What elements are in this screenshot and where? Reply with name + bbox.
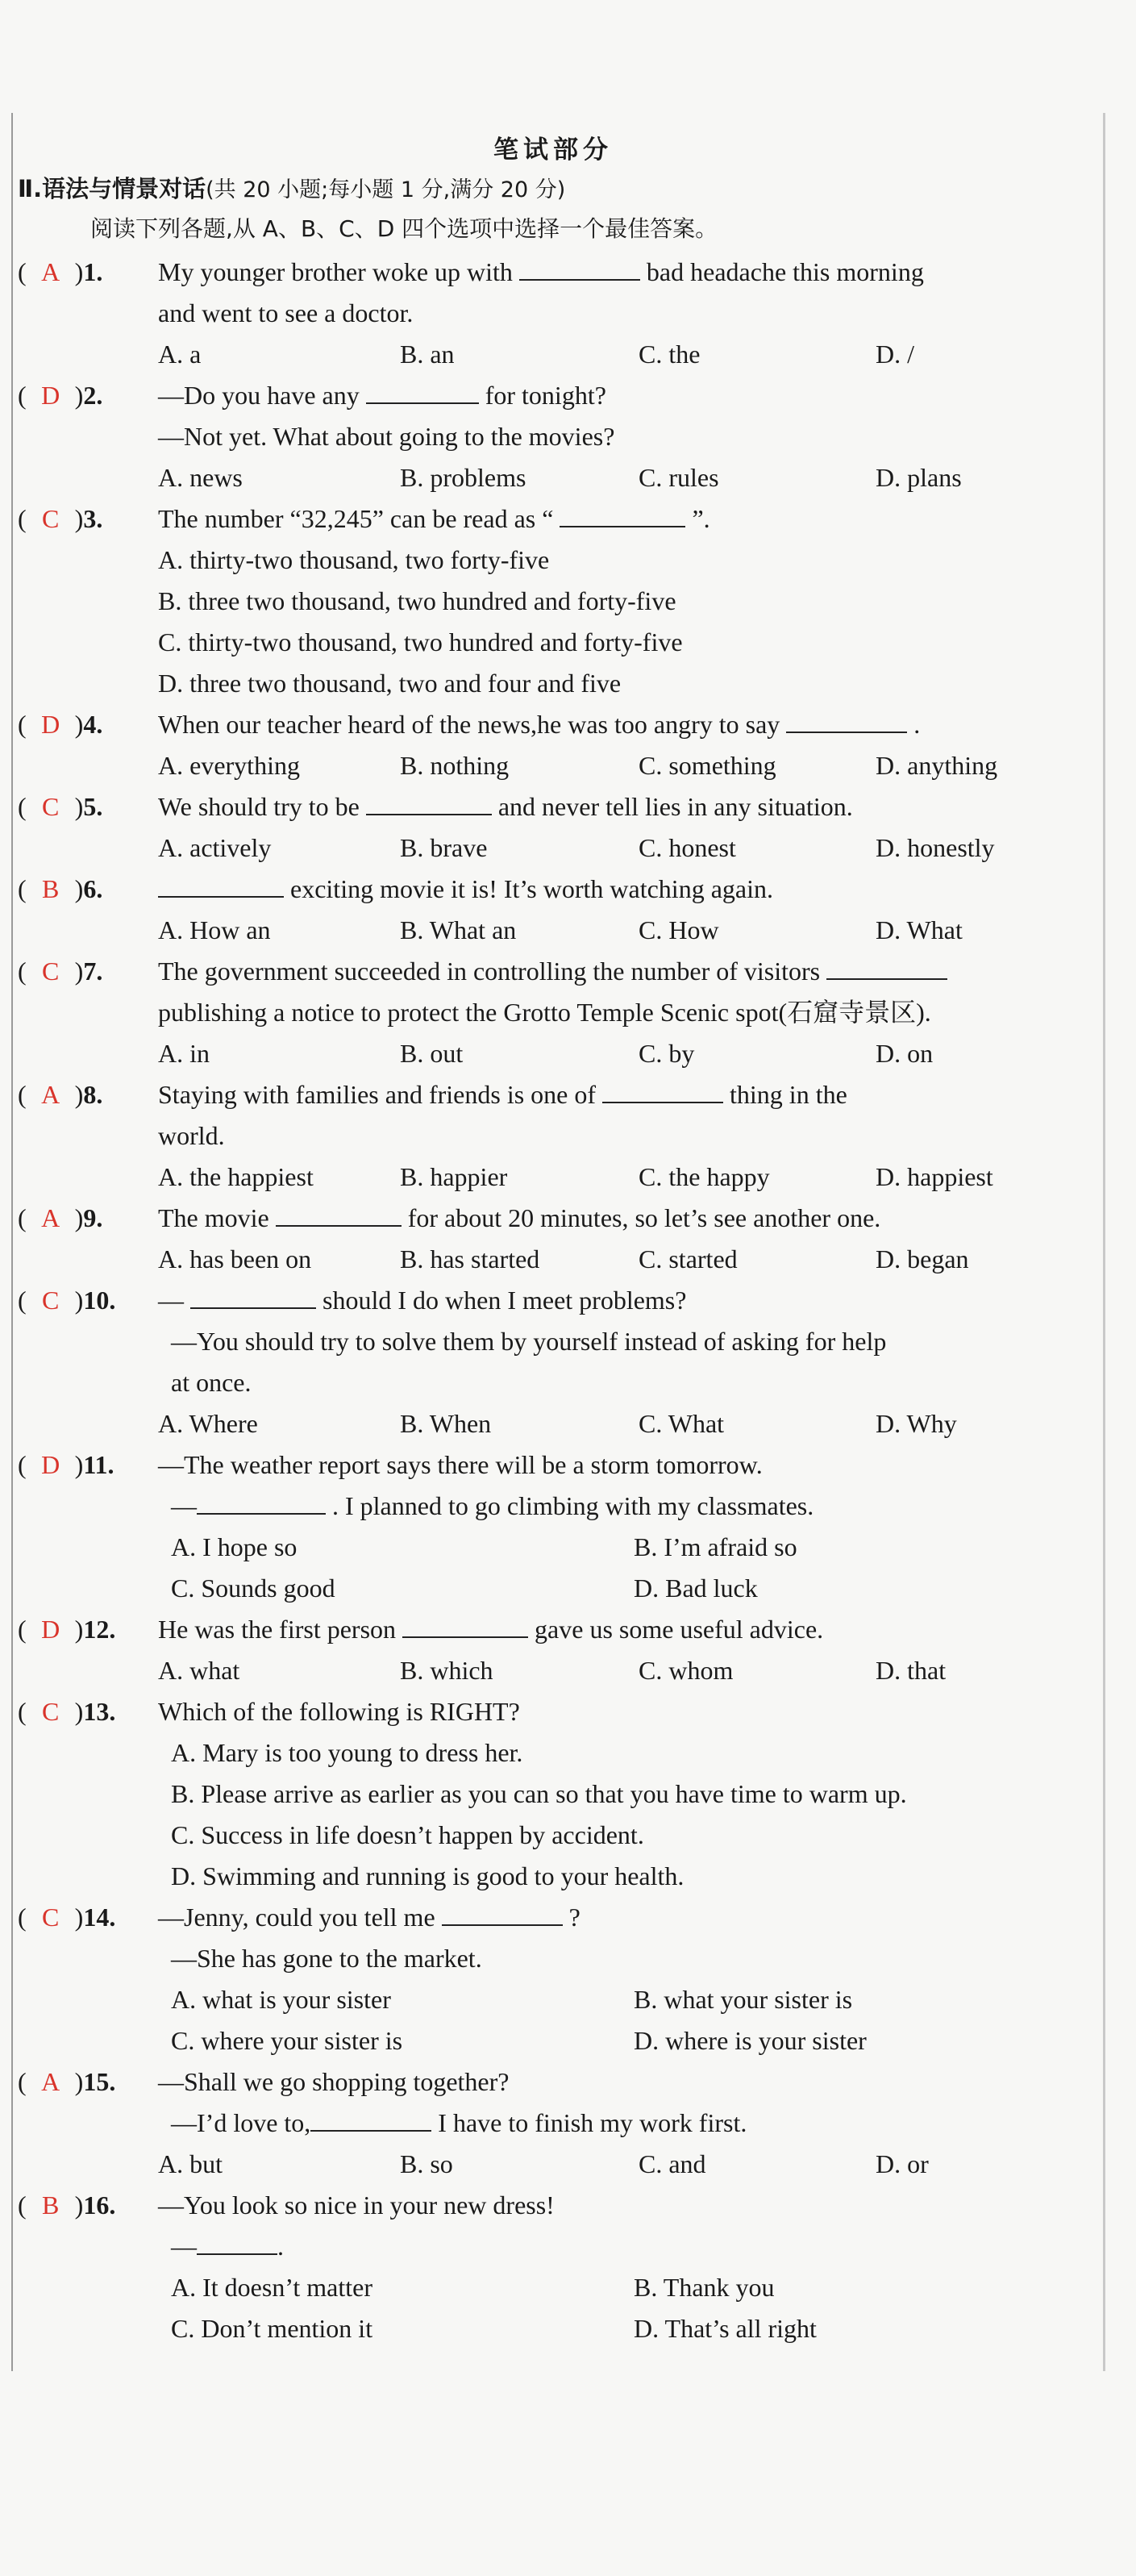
answer-blank[interactable]: [366, 375, 479, 404]
answer-bracket: [13, 704, 158, 745]
option[interactable]: B. What an: [400, 915, 517, 944]
option[interactable]: B. has started: [400, 1244, 540, 1273]
stem-segment: thing in the: [723, 1080, 847, 1109]
option-line[interactable]: C. thirty-two thousand, two hundred and forty-five: [158, 627, 683, 657]
right-paren: ): [74, 1203, 84, 1232]
option[interactable]: A. It doesn’t matter: [171, 2273, 373, 2302]
option[interactable]: B. happier: [400, 1162, 508, 1191]
option[interactable]: C. something: [639, 751, 776, 780]
stem-segment: for about 20 minutes, so let’s see another one.: [401, 1203, 881, 1232]
option-line[interactable]: B. Please arrive as earlier as you can so that you have time to warm up.: [171, 1779, 907, 1808]
section-instruction: 阅读下列各题,从 A、B、C、D 四个选项中选择一个最佳答案。: [90, 215, 718, 242]
option-line[interactable]: A. thirty-two thousand, two forty-five: [158, 545, 550, 574]
option[interactable]: A. everything: [158, 751, 300, 780]
question-stem: [13, 869, 1093, 910]
option[interactable]: A. has been on: [158, 1244, 312, 1273]
response-suffix: I have to finish my work first.: [431, 2108, 747, 2137]
stem-segment: —Shall we go shopping together?: [158, 2067, 510, 2096]
answer-blank[interactable]: [310, 2103, 431, 2132]
question-number: 1.: [83, 257, 103, 286]
stem-segment: ”.: [685, 504, 710, 533]
right-paren: ): [74, 2190, 84, 2220]
stem-segment: .: [907, 710, 921, 739]
left-paren: (: [18, 504, 27, 533]
stem-text: [158, 252, 1093, 293]
option[interactable]: C. How: [639, 915, 719, 944]
stem-segment: He was the first person: [158, 1615, 403, 1644]
answer-letter: D: [41, 381, 60, 410]
left-paren: (: [18, 1615, 27, 1644]
response-suffix: .: [277, 2232, 284, 2261]
answer-bracket: [13, 1444, 158, 1486]
stem-text: [158, 2061, 1093, 2103]
option[interactable]: C. What: [639, 1409, 725, 1438]
answer-blank[interactable]: [519, 252, 640, 281]
option[interactable]: D. That’s all right: [634, 2314, 817, 2343]
answer-blank[interactable]: [197, 1486, 326, 1515]
answer-bracket: [13, 498, 158, 540]
option[interactable]: A. but: [158, 2149, 223, 2178]
option[interactable]: D. happiest: [876, 1162, 993, 1191]
stem-text: [158, 1074, 1093, 1115]
right-paren: ): [74, 1615, 84, 1644]
option[interactable]: C. where your sister is: [171, 2026, 403, 2055]
answer-blank[interactable]: [560, 498, 685, 527]
stem-text: [158, 1691, 1093, 1732]
left-paren: (: [18, 381, 27, 410]
right-paren: ): [74, 2067, 84, 2096]
stem-text: [158, 498, 1093, 540]
answer-letter: A: [41, 1080, 60, 1109]
option[interactable]: D. Why: [876, 1409, 957, 1438]
question-stem: [13, 951, 1093, 992]
answer-letter: C: [41, 957, 60, 986]
answer-letter: D: [41, 1450, 60, 1479]
options-row: [13, 1650, 1093, 1691]
options-row: [13, 457, 1093, 498]
stem-segment: ?: [562, 1903, 580, 1932]
question-3: [13, 498, 1093, 704]
answer-letter: C: [41, 504, 60, 533]
question-stem: [13, 704, 1093, 745]
option[interactable]: A. actively: [158, 833, 272, 862]
options-row: [13, 1979, 1093, 2020]
answer-bracket: [13, 375, 158, 416]
options-row: [13, 910, 1093, 951]
left-paren: (: [18, 2190, 27, 2220]
right-paren: ): [74, 257, 84, 286]
stem-continuation: world.: [158, 1121, 225, 1150]
left-paren: (: [18, 1080, 27, 1109]
question-stem: [13, 1198, 1093, 1239]
stem-text: [158, 2185, 1093, 2226]
dialogue-response: [13, 2226, 1093, 2267]
answer-bracket: [13, 1897, 158, 1938]
stem-segment: —The weather report says there will be a storm tomorrow.: [158, 1450, 763, 1479]
stem-segment: for tonight?: [478, 381, 606, 410]
question-stem: [13, 498, 1093, 540]
dialogue-response: [13, 2103, 1093, 2144]
answer-bracket: [13, 1691, 158, 1732]
stem-segment: Which of the following is RIGHT?: [158, 1697, 520, 1726]
options-row: [13, 334, 1093, 375]
option[interactable]: D. began: [876, 1244, 969, 1273]
stem-segment: When our teacher heard of the news,he was too angry to say: [158, 710, 787, 739]
left-paren: (: [18, 1286, 27, 1315]
option[interactable]: C. started: [639, 1244, 738, 1273]
stem-text: [158, 1444, 1093, 1486]
stem-continuation: and went to see a doctor.: [158, 298, 414, 327]
answer-bracket: [13, 1280, 158, 1321]
option[interactable]: D. that: [876, 1656, 947, 1685]
answer-blank[interactable]: [402, 1609, 528, 1638]
option[interactable]: D. or: [876, 2149, 929, 2178]
question-6: [13, 869, 1093, 951]
question-stem: [13, 2061, 1093, 2103]
option[interactable]: C. Sounds good: [171, 1574, 335, 1603]
question-number: 13.: [83, 1697, 116, 1726]
stem-text: [158, 704, 1093, 745]
answer-bracket: [13, 1198, 158, 1239]
option[interactable]: C. honest: [639, 833, 736, 862]
option[interactable]: B. which: [400, 1656, 493, 1685]
section-heading-label: Ⅱ.语法与情景对话: [18, 175, 206, 202]
right-paren: ): [74, 381, 84, 410]
stem-segment: gave us some useful advice.: [528, 1615, 824, 1644]
option[interactable]: B. an: [400, 340, 455, 369]
option[interactable]: B. brave: [400, 833, 488, 862]
option-line[interactable]: D. Swimming and running is good to your health.: [171, 1861, 685, 1890]
option[interactable]: B. what your sister is: [634, 1985, 853, 2014]
option[interactable]: C. the: [639, 340, 701, 369]
left-paren: (: [18, 1450, 27, 1479]
answer-bracket: [13, 1074, 158, 1115]
answer-bracket: [13, 2061, 158, 2103]
question-number: 6.: [83, 874, 103, 903]
question-stem: [13, 1609, 1093, 1650]
stem-segment: The movie: [158, 1203, 276, 1232]
right-paren: ): [74, 504, 84, 533]
option[interactable]: B. problems: [400, 463, 526, 492]
option[interactable]: C. by: [639, 1039, 695, 1068]
question-number: 5.: [83, 792, 103, 821]
stem-segment: and never tell lies in any situation.: [491, 792, 853, 821]
answer-bracket: [13, 2185, 158, 2226]
stem-text: [158, 786, 1093, 827]
question-5: [13, 786, 1093, 869]
stem-continuation: —Not yet. What about going to the movies?: [158, 422, 615, 451]
option[interactable]: B. so: [400, 2149, 453, 2178]
question-stem: [13, 1280, 1093, 1321]
stem-segment: The government succeeded in controlling the number of visitors: [158, 957, 827, 986]
question-stem: [13, 1074, 1093, 1115]
stem-text: [158, 1609, 1093, 1650]
stem-segment: bad headache this morning: [639, 257, 924, 286]
question-stem: [13, 252, 1093, 293]
left-paren: (: [18, 1903, 27, 1932]
answer-letter: D: [41, 1615, 60, 1644]
right-paren: ): [74, 1697, 84, 1726]
answer-blank[interactable]: [442, 1897, 563, 1926]
stem-text: [158, 869, 1093, 910]
page-title: 笔试部分: [493, 135, 613, 165]
option[interactable]: C. Don’t mention it: [171, 2314, 373, 2343]
right-paren: ): [74, 874, 84, 903]
question-number: 7.: [83, 957, 103, 986]
question-number: 14.: [83, 1903, 116, 1932]
question-7: [13, 951, 1093, 1074]
question-stem: [13, 1897, 1093, 1938]
answer-blank[interactable]: [158, 869, 284, 898]
options-row: [13, 1568, 1093, 1609]
answer-blank[interactable]: [197, 2226, 277, 2255]
option[interactable]: B. out: [400, 1039, 464, 1068]
stem-segment: The number “32,245” can be read as “: [158, 504, 560, 533]
stem-segment: exciting movie it is! It’s worth watching again.: [284, 874, 773, 903]
options-row: [13, 1033, 1093, 1074]
right-paren: ): [74, 957, 84, 986]
option[interactable]: B. I’m afraid so: [634, 1532, 797, 1561]
option[interactable]: C. and: [639, 2149, 706, 2178]
question-16: [13, 2185, 1093, 2349]
question-number: 4.: [83, 710, 103, 739]
question-12: [13, 1609, 1093, 1691]
option[interactable]: B. nothing: [400, 751, 510, 780]
answer-letter: C: [41, 1903, 60, 1932]
option[interactable]: D. anything: [876, 751, 998, 780]
option[interactable]: D. What: [876, 915, 963, 944]
answer-bracket: [13, 1609, 158, 1650]
answer-blank[interactable]: [190, 1280, 316, 1309]
options-row: [13, 1403, 1093, 1444]
answer-blank[interactable]: [826, 951, 947, 980]
options-row: [13, 1527, 1093, 1568]
option[interactable]: D. Bad luck: [634, 1574, 758, 1603]
exam-page: [11, 113, 1093, 2371]
left-paren: (: [18, 710, 27, 739]
option-line[interactable]: B. three two thousand, two hundred and forty-five: [158, 586, 676, 615]
left-paren: (: [18, 257, 27, 286]
stem-continuation: —She has gone to the market.: [171, 1944, 482, 1973]
left-paren: (: [18, 1697, 27, 1726]
answer-letter: B: [41, 2190, 60, 2220]
question-list: [13, 252, 1093, 2349]
option[interactable]: A. in: [158, 1039, 210, 1068]
option-line[interactable]: A. Mary is too young to dress her.: [171, 1738, 523, 1767]
options-row: [13, 2308, 1093, 2349]
stem-segment: Staying with families and friends is one of: [158, 1080, 603, 1109]
stem-text: [158, 1280, 1093, 1321]
question-number: 8.: [83, 1080, 103, 1109]
response-prefix: —I’d love to,: [171, 2108, 311, 2137]
answer-letter: B: [41, 874, 60, 903]
stem-segment: My younger brother woke up with: [158, 257, 519, 286]
option[interactable]: D. where is your sister: [634, 2026, 867, 2055]
answer-letter: C: [41, 1286, 60, 1315]
stem-segment: —You look so nice in your new dress!: [158, 2190, 555, 2220]
section-heading: [18, 171, 1093, 211]
option[interactable]: B. Thank you: [634, 2273, 775, 2302]
right-paren: ): [74, 1450, 84, 1479]
question-number: 11.: [83, 1450, 114, 1479]
answer-blank[interactable]: [366, 786, 492, 815]
question-number: 16.: [83, 2190, 116, 2220]
option[interactable]: A. news: [158, 463, 243, 492]
option[interactable]: D. honestly: [876, 833, 995, 862]
options-row: [13, 1239, 1093, 1280]
question-number: 2.: [83, 381, 103, 410]
answer-letter: A: [41, 1203, 60, 1232]
option[interactable]: A. How an: [158, 915, 271, 944]
options-row: [13, 745, 1093, 786]
question-number: 15.: [83, 2067, 116, 2096]
option[interactable]: C. the happy: [639, 1162, 770, 1191]
answer-blank[interactable]: [602, 1074, 723, 1103]
answer-letter: C: [41, 1697, 60, 1726]
left-paren: (: [18, 874, 27, 903]
stem-text: [158, 375, 1093, 416]
option[interactable]: A. what: [158, 1656, 240, 1685]
question-4: [13, 704, 1093, 786]
question-stem: [13, 786, 1093, 827]
option[interactable]: A. what is your sister: [171, 1985, 391, 2014]
option[interactable]: C. rules: [639, 463, 719, 492]
option[interactable]: C. whom: [639, 1656, 734, 1685]
question-number: 3.: [83, 504, 103, 533]
answer-letter: A: [41, 257, 60, 286]
stem-continuation: at once.: [171, 1368, 252, 1397]
question-14: [13, 1897, 1093, 2061]
options-row: [13, 2020, 1093, 2061]
answer-bracket: [13, 252, 158, 293]
stem-continuation: —You should try to solve them by yourself instead of asking for help: [171, 1327, 887, 1356]
left-paren: (: [18, 957, 27, 986]
stem-segment: —Jenny, could you tell me: [158, 1903, 442, 1932]
question-stem: [13, 2185, 1093, 2226]
question-15: [13, 2061, 1093, 2185]
stem-segment: —Do you have any: [158, 381, 366, 410]
stem-segment: We should try to be: [158, 792, 366, 821]
option[interactable]: D. plans: [876, 463, 962, 492]
question-stem: [13, 375, 1093, 416]
question-10: [13, 1280, 1093, 1444]
option[interactable]: A. I hope so: [171, 1532, 298, 1561]
answer-letter: C: [41, 792, 60, 821]
dialogue-response: [13, 1486, 1093, 1527]
answer-blank[interactable]: [786, 704, 907, 733]
stem-continuation: publishing a notice to protect the Grotto Temple Scenic spot(石窟寺景区).: [158, 998, 931, 1027]
section-heading-detail: (共 20 小题;每小题 1 分,满分 20 分): [206, 177, 566, 202]
response-suffix: . I planned to go climbing with my classmates.: [326, 1491, 814, 1520]
right-paren: ): [74, 1903, 84, 1932]
right-paren: ): [74, 1080, 84, 1109]
response-prefix: —: [171, 1491, 197, 1520]
stem-text: [158, 1897, 1093, 1938]
options-row: [13, 827, 1093, 869]
stem-text: [158, 1198, 1093, 1239]
question-11: [13, 1444, 1093, 1609]
question-8: [13, 1074, 1093, 1198]
answer-bracket: [13, 786, 158, 827]
answer-blank[interactable]: [276, 1198, 402, 1227]
option-line[interactable]: C. Success in life doesn’t happen by accident.: [171, 1820, 644, 1849]
right-paren: ): [74, 792, 84, 821]
option[interactable]: A. the happiest: [158, 1162, 314, 1191]
left-paren: (: [18, 792, 27, 821]
question-9: [13, 1198, 1093, 1280]
answer-bracket: [13, 869, 158, 910]
options-row: [13, 1157, 1093, 1198]
stem-segment: —: [158, 1286, 190, 1315]
right-paren: ): [74, 1286, 84, 1315]
answer-bracket: [13, 951, 158, 992]
question-number: 10.: [83, 1286, 116, 1315]
left-paren: (: [18, 1203, 27, 1232]
question-stem: [13, 1444, 1093, 1486]
option[interactable]: A. a: [158, 340, 202, 369]
option[interactable]: D. on: [876, 1039, 934, 1068]
stem-text: [158, 951, 1093, 992]
question-number: 9.: [83, 1203, 103, 1232]
answer-letter: D: [41, 710, 60, 739]
question-13: [13, 1691, 1093, 1897]
page-edge-divider: [1103, 113, 1105, 2371]
option[interactable]: B. When: [400, 1409, 492, 1438]
question-number: 12.: [83, 1615, 116, 1644]
option[interactable]: A. Where: [158, 1409, 258, 1438]
question-1: [13, 252, 1093, 375]
options-row: [13, 2144, 1093, 2185]
option-line[interactable]: D. three two thousand, two and four and five: [158, 669, 622, 698]
question-stem: [13, 1691, 1093, 1732]
option[interactable]: D. /: [876, 340, 914, 369]
answer-letter: A: [41, 2067, 60, 2096]
options-row: [13, 2267, 1093, 2308]
question-2: [13, 375, 1093, 498]
left-paren: (: [18, 2067, 27, 2096]
right-paren: ): [74, 710, 84, 739]
stem-segment: should I do when I meet problems?: [316, 1286, 687, 1315]
response-prefix: —: [171, 2232, 197, 2261]
